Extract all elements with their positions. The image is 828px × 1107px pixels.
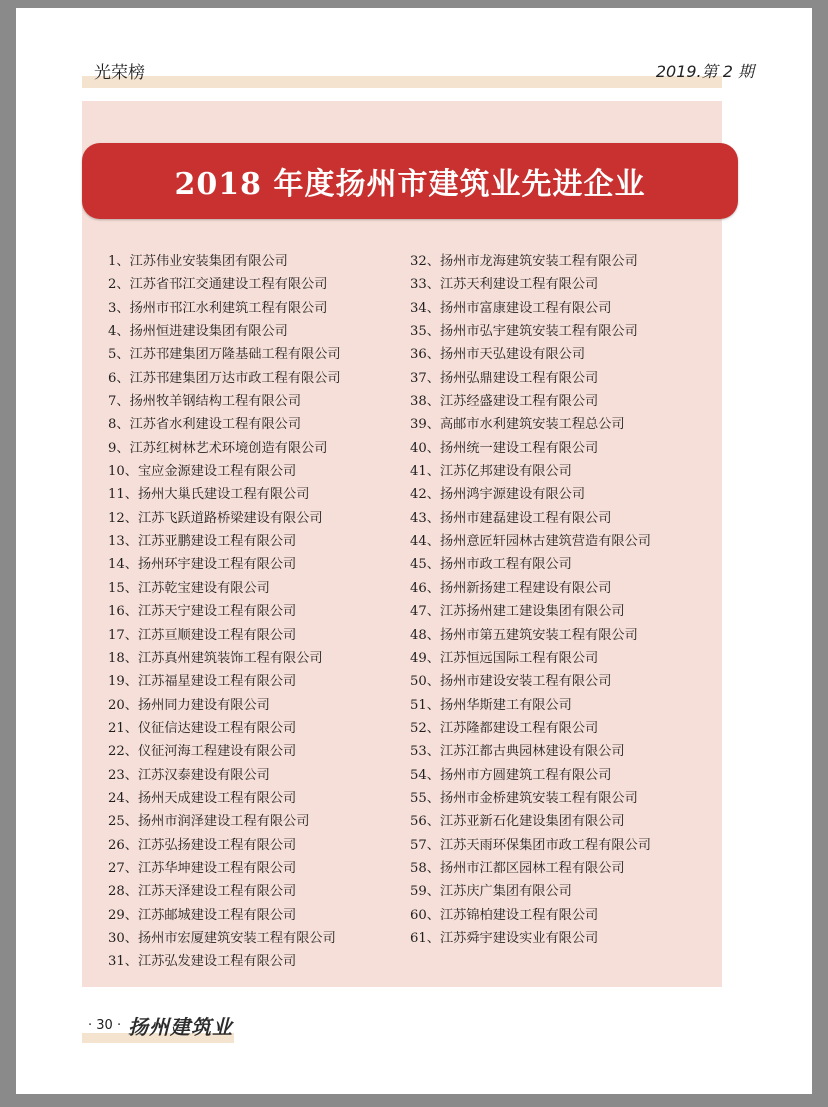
company-list-item: 20、扬州同力建设有限公司 [108,697,270,713]
company-list-item: 35、扬州市弘宇建筑安装工程有限公司 [410,324,638,340]
company-list-item: 13、江苏亚鹏建设工程有限公司 [108,534,297,550]
company-list-right [410,250,651,950]
company-list-item: 45、扬州市政工程有限公司 [410,557,572,573]
company-list-item: 46、扬州新扬建工程建设有限公司 [410,580,612,596]
company-list-item: 47、江苏扬州建工建设集团有限公司 [410,604,625,620]
company-list-item: 8、江苏省水利建设工程有限公司 [108,417,302,433]
title-banner [82,143,738,219]
company-list-item: 2、江苏省邗江交通建设工程有限公司 [108,277,328,293]
company-list-item: 15、江苏乾宝建设有限公司 [108,580,270,596]
company-list-item: 14、扬州环宇建设工程有限公司 [108,557,297,573]
company-list-item: 31、江苏弘发建设工程有限公司 [108,954,297,970]
company-list-item: 21、仪征信达建设工程有限公司 [108,720,297,736]
company-list-item: 49、江苏恒远国际工程有限公司 [410,650,599,666]
company-list-item: 38、江苏经盛建设工程有限公司 [410,394,599,410]
company-list-item: 16、江苏天宁建设工程有限公司 [108,604,297,620]
section-title: 光荣榜 [94,63,145,83]
company-list-item: 37、扬州弘鼎建设工程有限公司 [410,370,599,386]
company-list-item: 30、扬州市宏厦建筑安装工程有限公司 [108,930,336,946]
company-list-item: 4、扬州恒进建设集团有限公司 [108,324,288,340]
company-list-item: 39、高邮市水利建筑安装工程总公司 [410,417,625,433]
company-list-item: 34、扬州市富康建设工程有限公司 [410,300,612,316]
company-list-item: 25、扬州市润泽建设工程有限公司 [108,814,310,830]
company-list-item: 58、扬州市江都区园林工程有限公司 [410,860,625,876]
company-list-item: 18、江苏真州建筑装饰工程有限公司 [108,650,323,666]
company-list-item: 51、扬州华斯建工有限公司 [410,697,572,713]
company-list-item: 61、江苏舜宇建设实业有限公司 [410,930,599,946]
company-list-item: 9、江苏红树林艺术环境创造有限公司 [108,440,328,456]
company-list-item: 32、扬州市龙海建筑安装工程有限公司 [410,254,638,269]
company-list-item: 53、江苏江都古典园林建设有限公司 [410,744,625,760]
company-list-item: 60、江苏锦柏建设工程有限公司 [410,907,599,923]
company-list-item: 7、扬州牧羊钢结构工程有限公司 [108,394,302,410]
company-list-item: 41、江苏亿邦建设有限公司 [410,464,572,480]
company-list-item: 54、扬州市方圆建筑工程有限公司 [410,767,612,783]
company-list-item: 56、江苏亚新石化建设集团有限公司 [410,814,625,830]
company-list-item: 44、扬州意匠轩园林古建筑营造有限公司 [410,534,651,550]
header-band [82,76,722,88]
company-list-item: 33、江苏天利建设工程有限公司 [410,277,599,293]
company-list-item: 5、江苏邗建集团万隆基础工程有限公司 [108,347,341,363]
company-list-item: 10、宝应金源建设工程有限公司 [108,464,297,480]
page-number: · 30 · [88,1018,122,1033]
company-list-item: 28、江苏天泽建设工程有限公司 [108,884,297,900]
company-list-item: 43、扬州市建磊建设工程有限公司 [410,510,612,526]
company-list-item: 55、扬州市金桥建筑安装工程有限公司 [410,790,638,806]
company-list-item: 23、江苏汉泰建设有限公司 [108,767,270,783]
company-list-item: 3、扬州市邗江水利建筑工程有限公司 [108,300,328,316]
company-list-item: 6、江苏邗建集团万达市政工程有限公司 [108,370,341,386]
company-list-item: 12、江苏飞跃道路桥梁建设有限公司 [108,510,323,526]
company-list-item: 19、江苏福星建设工程有限公司 [108,674,297,690]
magazine-logo: 扬州建筑业 [128,1015,233,1039]
company-list-item: 48、扬州市第五建筑安装工程有限公司 [410,627,638,643]
company-list-item: 22、仪征河海工程建设有限公司 [108,744,297,760]
company-list-item: 52、江苏隆都建设工程有限公司 [410,720,599,736]
issue-number: 2019.第 2 期 [655,62,754,81]
company-list-left [108,250,341,974]
company-list-item: 42、扬州鸿宇源建设有限公司 [410,487,586,503]
company-list-item: 40、扬州统一建设工程有限公司 [410,440,599,456]
company-list-item: 11、扬州大巢氏建设工程有限公司 [108,487,310,503]
company-list-item: 1、江苏伟业安装集团有限公司 [108,254,288,269]
banner-title: 2018 年度扬州市建筑业先进企业 [174,167,646,202]
company-list-item: 29、江苏邮城建设工程有限公司 [108,907,297,923]
company-list-item: 17、江苏亘顺建设工程有限公司 [108,627,297,643]
company-list-item: 24、扬州天成建设工程有限公司 [108,790,297,806]
company-list-item: 26、江苏弘扬建设工程有限公司 [108,837,297,853]
company-list-item: 36、扬州市天弘建设有限公司 [410,347,586,363]
company-list-item: 59、江苏庆广集团有限公司 [410,884,572,900]
company-list-item: 57、江苏天雨环保集团市政工程有限公司 [410,837,651,853]
company-list-item: 50、扬州市建设安装工程有限公司 [410,674,612,690]
company-list-item: 27、江苏华坤建设工程有限公司 [108,860,297,876]
